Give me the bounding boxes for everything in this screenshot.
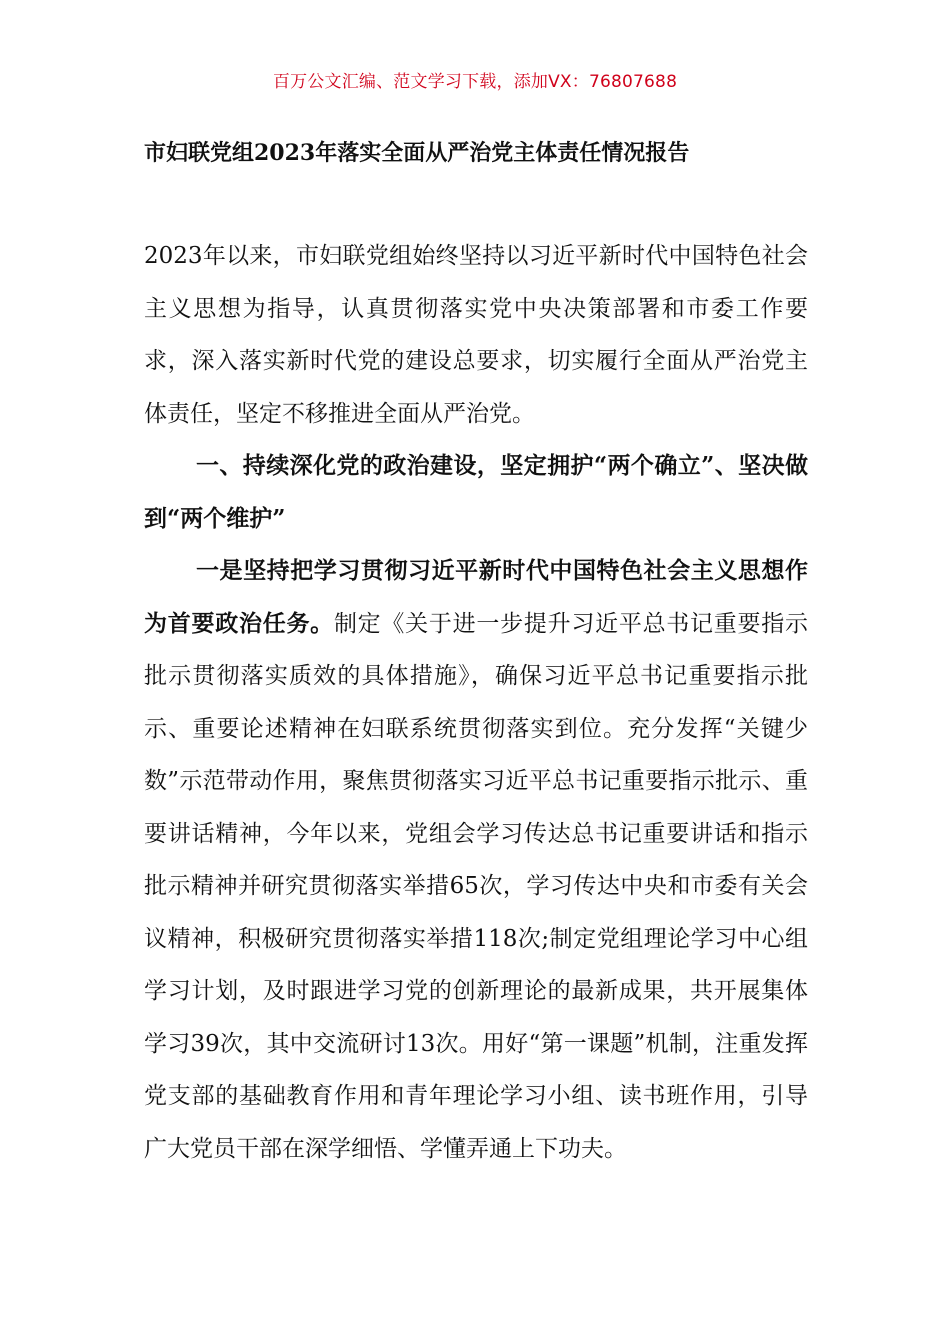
- section-heading-1: 一、持续深化党的政治建设，坚定拥护“两个确立”、坚决做到“两个维护”: [144, 452, 808, 532]
- paragraph-body-text: 制定《关于进一步提升习近平总书记重要指示批示贯彻落实质效的具体措施》，确保习近平总书记重要指示批示、重要论述精神在妇联系统贯彻落实到位。充分发挥“关键少数”示范带动作用，聚焦贯彻落实习近平总书记重要指示批示、重要讲话精神，今年以来，党组会学习传达总书记重要讲话和指示批示精神并研究贯彻落实举措65次，学习传达中央和市委有关会议精神，积极研究贯彻落实举措118次;制定党组理论学习中心组学习计划，及时跟进学习党的创新理论的最新成果，共开展集体学习39次，其中交流研讨13次。用好“第一课题”机制，注重发挥党支部的基础教育作用和青年理论学习小组、读书班作用，引导广大党员干部在深学细悟、学懂弄通上下功夫。: [144, 610, 809, 1162]
- intro-paragraph: 2023年以来，市妇联党组始终坚持以习近平新时代中国特色社会主义思想为指导，认真贯彻落实党中央决策部署和市委工作要求，深入落实新时代党的建设总要求，切实履行全面从严治党主体责任，坚定不移推进全面从严治党。: [144, 243, 808, 427]
- body-paragraph-1: [144, 545, 808, 1175]
- document-title: 市妇联党组2023年落实全面从严治党主体责任情况报告: [144, 140, 690, 166]
- document-body: [144, 230, 808, 1175]
- watermark-banner: 百万公文汇编、范文学习下载，添加VX：76807688: [272, 72, 678, 92]
- paragraph-lead-text: 一是坚持把学习贯彻习近平新时代中国特色社会主义思想作为首要政治任务。: [144, 557, 808, 637]
